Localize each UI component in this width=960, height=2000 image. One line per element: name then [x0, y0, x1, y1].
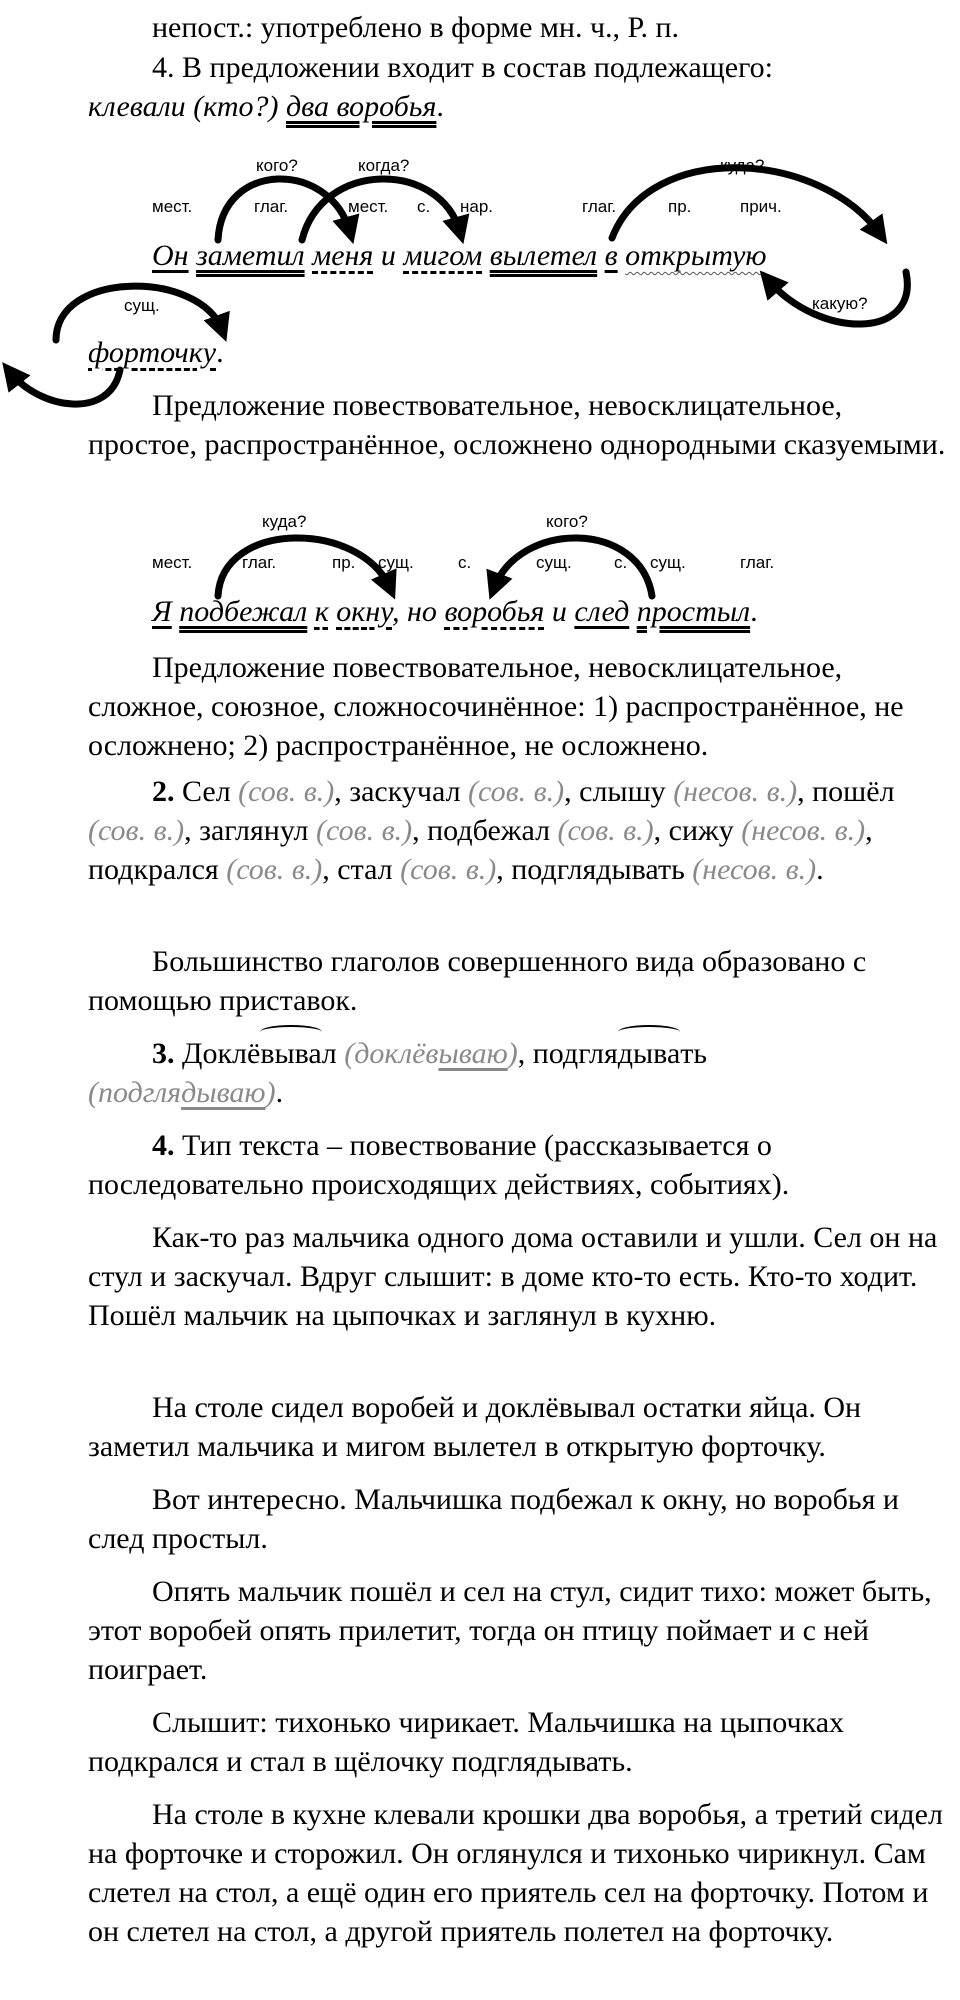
story-paragraph-4: Опять мальчик пошёл и сел на стул, сидит тихо: может быть, этот воробей опять прилетит, тогда он птицу поймает и с ней поиграет.	[88, 1575, 932, 1686]
s1-tag-mest: мест.	[152, 197, 193, 216]
verb-word: пошёл	[812, 775, 895, 808]
s2-tag-s2: с.	[614, 553, 628, 572]
verb-word: стал	[337, 853, 393, 886]
s1-question-kogda: когда?	[358, 156, 410, 175]
word-vyletel: вылетел	[489, 239, 598, 272]
verb-word: слышу	[579, 775, 666, 808]
task2-note: Большинство глаголов совершенного вида образовано с помощью приставок.	[88, 945, 867, 1017]
s1-description: Предложение повествовательное, невосклицательное, простое, распространённое, осложнено однородными сказуемыми.	[88, 389, 946, 461]
aspect-annotation: (сов. в.)	[316, 814, 413, 847]
s1-question-kakuyu: какую?	[812, 294, 868, 313]
aspect-annotation: (сов. в.)	[468, 775, 565, 808]
aspect-annotation: (несов. в.)	[692, 853, 817, 886]
suffix-arc-1: выва	[260, 1034, 321, 1073]
s1-tag-prich: прич.	[740, 197, 782, 216]
verb-word: сижу	[668, 814, 734, 847]
word-sled: след	[574, 595, 630, 628]
s2-tag-sush: сущ.	[378, 553, 414, 572]
word-on: Он	[152, 239, 189, 272]
s2-question-kuda: куда?	[262, 512, 307, 531]
word-ya: Я	[152, 595, 172, 628]
task2-verb-list: Сел (сов. в.), заскучал (сов. в.), слышу (несов. в.), пошёл (сов. в.), заглянул (сов. в.), подбежал (сов. в.), сижу (несов. в.), подкрался (сов. в.), стал (сов. в.), подглядывать (несов. в.).	[88, 775, 895, 886]
task2: 2. Сел (сов. в.), заскучал (сов. в.), слышу (несов. в.), пошёл (сов. в.), заглянул (сов. в.), подбежал (сов. в.), сижу (несов. в.), подкрался (сов. в.), стал (сов. в.), подглядывать (несов. в.).	[88, 775, 895, 886]
s1-tag-glag: глаг.	[254, 197, 289, 216]
aspect-annotation: (сов. в.)	[226, 853, 323, 886]
example-verb: клевали	[88, 90, 186, 123]
s1-line1	[152, 236, 767, 275]
s2-tag-glag: глаг.	[242, 553, 277, 572]
verb-word: заглянул	[199, 814, 309, 847]
word-zametil: заметил	[196, 239, 305, 272]
word-oknu: окну	[336, 595, 393, 628]
s1-tag-nar: нар.	[460, 197, 494, 216]
task3: 3. Доклёвывал (доклёвываю), подглядывать (подглядываю).	[88, 1034, 952, 1112]
story-paragraph-6: На столе в кухне клевали крошки два воробья, а третий сидел на форточке и сторожил. Он оглянулся и тихонько чирикнул. Сам слетел на стол, а ещё один его приятель сел на форточку. Потом и он слетел на стол, а другой приятель полетел на форточку.	[88, 1798, 943, 1948]
word-migom: мигом	[403, 239, 483, 272]
word-fortochku: форточку	[88, 336, 217, 369]
verb-word: заскучал	[349, 775, 461, 808]
s2-tag-sush2: сущ.	[536, 553, 572, 572]
word-i2: и	[551, 595, 567, 628]
suffix-arc-2: дыва	[618, 1034, 681, 1073]
s2-question-kogo: кого?	[546, 512, 588, 531]
story-paragraph-1: Как-то раз мальчика одного дома оставили и ушли. Сел он на стул и заскучал. Вдруг слышит: в доме кто-то есть. Кто-то ходит. Пошёл мальчик на цыпочках и заглянул в кухню.	[88, 1221, 938, 1332]
word-menya: меня	[312, 239, 374, 272]
aspect-annotation: (сов. в.)	[238, 775, 335, 808]
aspect-annotation: (несов. в.)	[673, 775, 798, 808]
line-top: непост.: употреблено в форме мн. ч., Р. п.	[152, 11, 680, 44]
story-paragraph-5: Слышит: тихонько чирикает. Мальчишка на цыпочках подкрался и стал в щёлочку подглядывать.	[88, 1706, 845, 1778]
s1-tag-s: с.	[417, 197, 431, 216]
aspect-annotation: (сов. в.)	[88, 814, 185, 847]
verb-word: Сел	[182, 775, 231, 808]
s1-tag-mest2: мест.	[348, 197, 389, 216]
word-v: в	[604, 239, 618, 272]
verb-word: подбежал	[427, 814, 551, 847]
word-vorobya: воробья	[444, 595, 545, 628]
verb-word: подглядывать	[511, 853, 685, 886]
word-k: к	[314, 595, 329, 628]
s1-question-kuda: куда?	[720, 156, 765, 175]
s2-line: Я подбежал к окну, но воробья и след простыл.	[152, 595, 758, 628]
story-paragraph-3: Вот интересно. Мальчишка подбежал к окну, но воробья и след простыл.	[88, 1483, 899, 1555]
s1-question-kogo: кого?	[256, 156, 298, 175]
s1-tag-pr: пр.	[668, 197, 692, 216]
s1-tag-sush: сущ.	[124, 296, 160, 315]
s2-description: Предложение повествовательное, невосклицательное, сложное, союзное, сложносочинённое: 1) распространённое, не осложнено; 2) распространённое, не осложнено.	[88, 651, 904, 762]
s2-tag-s: с.	[458, 553, 472, 572]
s1-tag-glag2: глаг.	[582, 197, 617, 216]
s2-tag-glag2: глаг.	[740, 553, 775, 572]
aspect-annotation: (сов. в.)	[557, 814, 654, 847]
s2-tag-mest: мест.	[152, 553, 193, 572]
aspect-annotation: (сов. в.)	[400, 853, 497, 886]
task4: 4. Тип текста – повествование (рассказывается о последовательно происходящих действиях, событиях).	[88, 1129, 790, 1201]
word-prostyl: простыл	[636, 595, 751, 628]
s2-tag-pr: пр.	[332, 553, 356, 572]
example-subject: два воробья	[285, 90, 437, 123]
arrow-prostyl-vorobya	[494, 538, 652, 596]
s1-line2: форточку.	[88, 336, 224, 369]
story-paragraph-2: На столе сидел воробей и доклёвывал остатки яйца. Он заметил мальчика и мигом вылетел в открытую форточку.	[88, 1391, 862, 1463]
item4-intro: 4. В предложении входит в состав подлежащего: клевали (кто?) два воробья.	[88, 51, 773, 123]
word-podbezhal: подбежал	[179, 595, 308, 628]
word-i: и	[380, 239, 396, 272]
s2-tag-sush3: сущ.	[650, 553, 686, 572]
aspect-annotation: (несов. в.)	[741, 814, 866, 847]
verb-word: подкрался	[88, 853, 219, 886]
word-otkrytuyu: открытую	[625, 239, 767, 272]
